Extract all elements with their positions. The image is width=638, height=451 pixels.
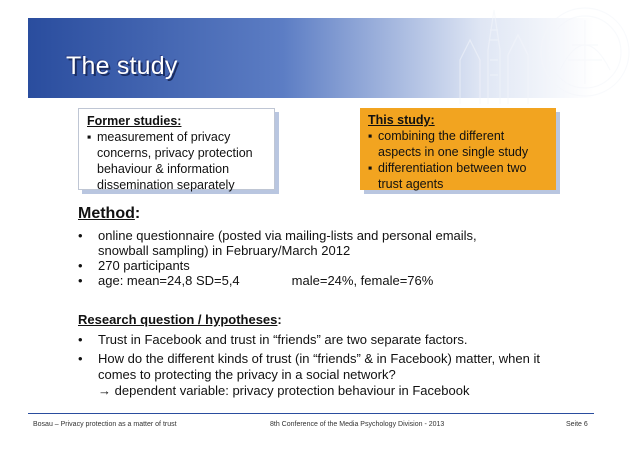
footer-left-text: Bosau – Privacy protection as a matter of trust (33, 421, 177, 428)
list-item (78, 273, 538, 288)
university-seal-icon (430, 0, 638, 104)
footer-center-text: 8th Conference of the Media Psychology Division - 2013 (270, 421, 445, 428)
bullet-icon: • (78, 258, 83, 273)
this-study-item (368, 128, 550, 144)
bullet-icon: • (78, 332, 83, 347)
former-studies-line: concerns, privacy protection (97, 146, 253, 160)
list-item (78, 332, 578, 348)
research-heading-text: Research question / hypotheses (78, 312, 278, 327)
this-study-heading: This study: (368, 113, 435, 127)
research-item-text: dependent variable: privacy protection behaviour in Facebook (114, 383, 470, 398)
research-heading-colon: : (277, 312, 282, 327)
arrow-right-icon: → (98, 383, 111, 398)
method-item-line: 270 participants (98, 258, 190, 273)
footer-divider (28, 413, 594, 414)
bullet-icon: • (78, 228, 83, 243)
former-studies-line: behaviour & information (97, 162, 230, 176)
list-item (78, 228, 538, 258)
former-studies-item (87, 129, 268, 145)
square-bullet-icon: ▪ (87, 130, 92, 144)
this-study-box (360, 108, 556, 190)
former-studies-line: dissemination separately (97, 178, 235, 192)
research-item-line: Trust in Facebook and trust in “friends” are two separate factors. (98, 332, 468, 347)
this-study-line: trust agents (378, 177, 444, 191)
research-item-line (98, 383, 578, 399)
research-item-line: comes to protecting the privacy in a social network? (98, 367, 396, 382)
this-study-line: differentiation between two (378, 161, 527, 175)
method-heading-colon: : (134, 205, 141, 222)
research-item-line: How do the different kinds of trust (in “friends” & in Facebook) matter, when it (98, 351, 540, 366)
method-list (78, 228, 538, 288)
square-bullet-icon: ▪ (368, 129, 373, 143)
research-list (78, 332, 578, 402)
former-studies-box (78, 108, 275, 190)
method-gender-text: male=24%, female=76% (291, 273, 434, 288)
list-item (78, 351, 578, 399)
list-item (78, 258, 538, 273)
former-studies-heading: Former studies: (87, 114, 182, 128)
method-heading (78, 205, 140, 223)
former-studies-line: measurement of privacy (97, 130, 231, 144)
bullet-icon: • (78, 351, 83, 366)
method-item-line: snowball sampling) in February/March 2012 (98, 243, 351, 258)
page-number: Seite 6 (566, 421, 588, 428)
method-heading-text: Method (78, 205, 135, 222)
slide-title: The study (66, 52, 178, 80)
this-study-line: aspects in one single study (378, 145, 529, 159)
square-bullet-icon: ▪ (368, 161, 373, 175)
method-item-line: online questionnaire (posted via mailing-lists and personal emails, (98, 228, 477, 243)
bullet-icon: • (78, 273, 83, 288)
this-study-line: combining the different (378, 129, 505, 143)
method-age-text: age: mean=24,8 SD=5,4 (98, 273, 240, 288)
this-study-item (368, 160, 550, 176)
research-heading (78, 312, 282, 327)
